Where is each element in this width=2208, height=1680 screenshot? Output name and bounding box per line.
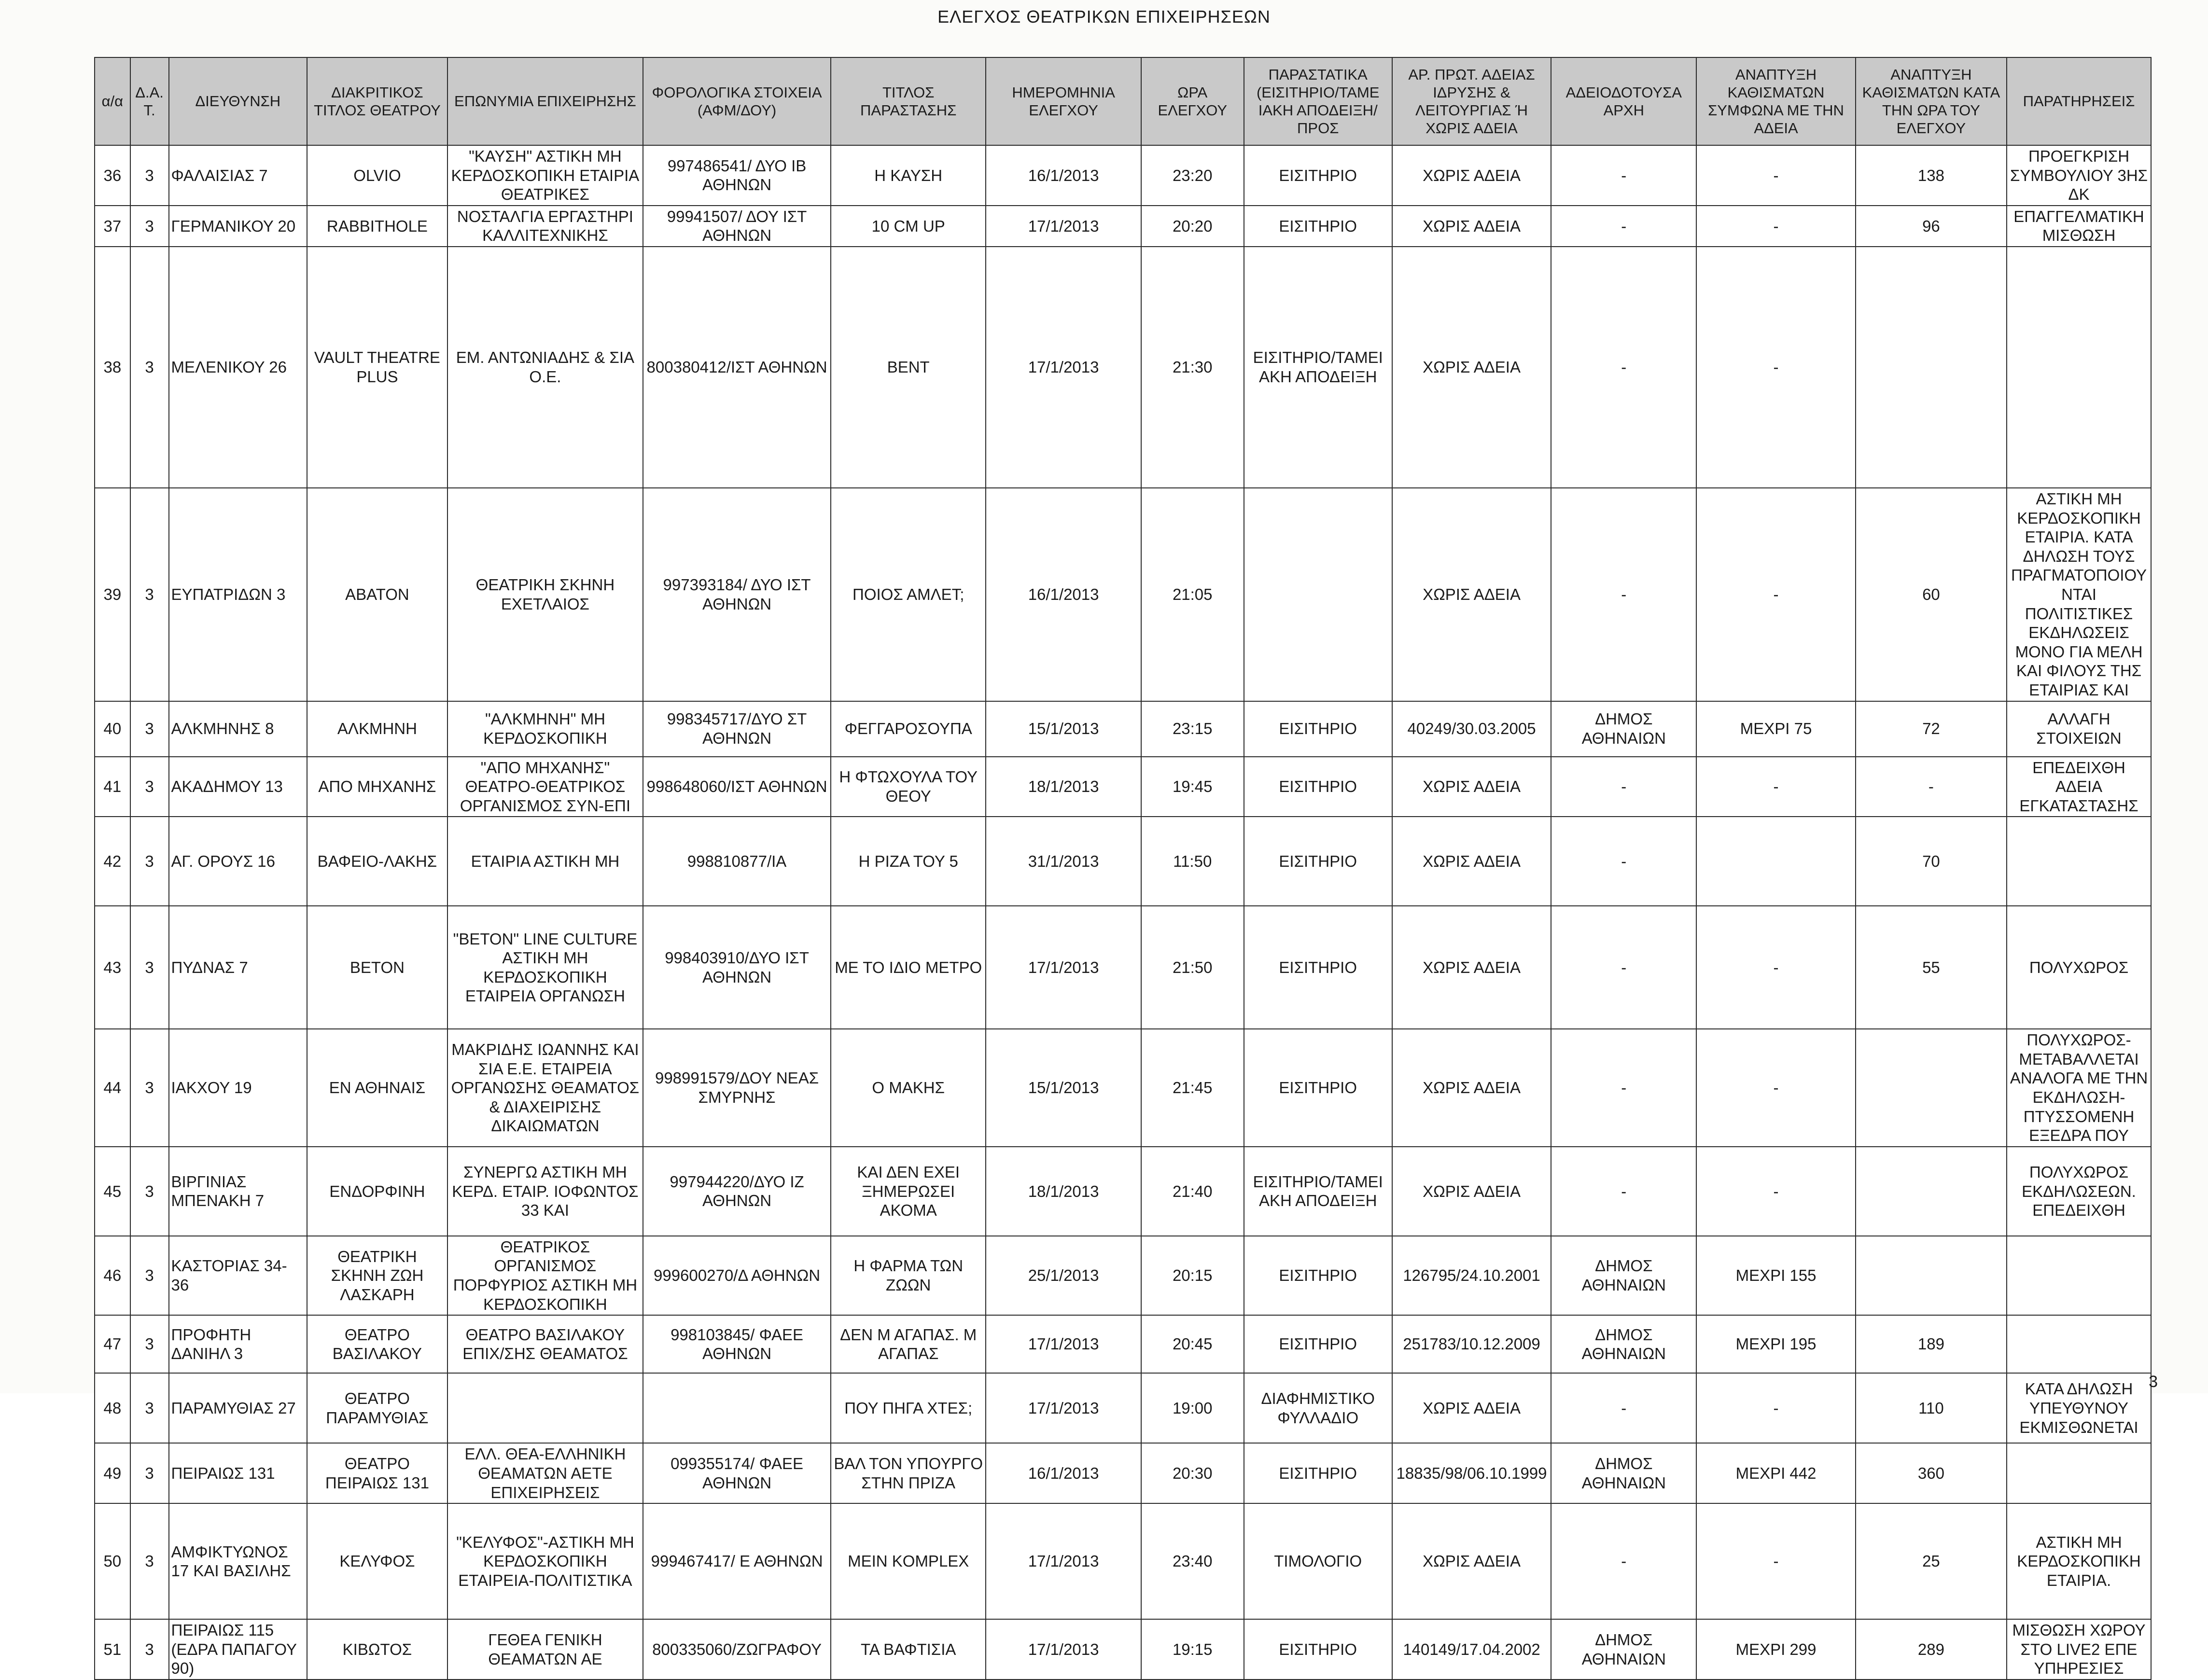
table-cell: 3 <box>130 701 169 757</box>
table-cell <box>2007 1443 2151 1503</box>
table-cell: 997944220/ΔΥΟ ΙΖ ΑΘΗΝΩΝ <box>643 1147 831 1236</box>
table-cell: 23:15 <box>1141 701 1244 757</box>
table-cell: 998991579/ΔΟΥ ΝΕΑΣ ΣΜΥΡΝΗΣ <box>643 1029 831 1147</box>
table-cell: ΓΕΘΕΑ ΓΕΝΙΚΗ ΘΕΑΜΑΤΩΝ ΑΕ <box>447 1619 643 1680</box>
table-cell <box>2007 1236 2151 1315</box>
table-cell: ΑΣΤΙΚΗ ΜΗ ΚΕΡΔΟΣΚΟΠΙΚΗ ΕΤΑΙΡΙΑ. ΚΑΤΑ ΔΗΛΩΣΗ ΤΟΥΣ ΠΡΑΓΜΑΤΟΠΟΙΟΥΝΤΑΙ ΠΟΛΙΤΙΣΤΙΚΕΣ ΕΚΔΗΛΩΣΕΙΣ ΜΟΝΟ ΓΙΑ ΜΕΛΗ ΚΑΙ ΦΙΛΟΥΣ ΤΗΣ ΕΤΑΙΡΙΑΣ ΚΑΙ <box>2007 488 2151 701</box>
table-cell: ΑΓ. ΟΡΟΥΣ 16 <box>169 817 307 906</box>
table-cell: ΧΩΡΙΣ ΑΔΕΙΑ <box>1392 1503 1551 1619</box>
table-cell: ΕΙΣΙΤΗΡΙΟ <box>1244 1029 1392 1147</box>
table-cell: 17/1/2013 <box>986 1373 1141 1443</box>
table-cell: - <box>1551 906 1696 1029</box>
table-cell: ΠΟΥ ΠΗΓΑ ΧΤΕΣ; <box>831 1373 986 1443</box>
table-cell: 55 <box>1856 906 2007 1029</box>
table-row <box>95 1619 2151 1680</box>
table-cell: 140149/17.04.2002 <box>1392 1619 1551 1680</box>
table-cell: 37 <box>95 206 130 247</box>
table-cell <box>1696 817 1856 906</box>
table-cell: 39 <box>95 488 130 701</box>
table-cell: 10 CM UP <box>831 206 986 247</box>
table-cell: "ΚΕΛΥΦΟΣ"-ΑΣΤΙΚΗ ΜΗ ΚΕΡΔΟΣΚΟΠΙΚΗ ΕΤΑΙΡΕΙΑ-ΠΟΛΙΤΙΣΤΙΚΑ <box>447 1503 643 1619</box>
table-cell <box>447 1373 643 1443</box>
column-header: Δ.Α.Τ. <box>130 57 169 145</box>
table-cell: ΠΡΟΦΗΤΗ ΔΑΝΙΗΛ 3 <box>169 1315 307 1373</box>
table-cell: 42 <box>95 817 130 906</box>
table-row <box>95 1029 2151 1147</box>
table-cell: 099355174/ ΦΑΕΕ ΑΘΗΝΩΝ <box>643 1443 831 1503</box>
table-cell: - <box>1551 488 1696 701</box>
table-cell: 51 <box>95 1619 130 1680</box>
table-cell: 48 <box>95 1373 130 1443</box>
table-cell: ΧΩΡΙΣ ΑΔΕΙΑ <box>1392 247 1551 488</box>
table-cell: ΑΠΟ ΜΗΧΑΝΗΣ <box>307 757 447 817</box>
table-row <box>95 145 2151 206</box>
table-cell: 38 <box>95 247 130 488</box>
table-cell: ΜΙΣΘΩΣΗ ΧΩΡΟΥ ΣΤΟ LIVE2 ΕΠΕ ΥΠΗΡΕΣΙΕΣ <box>2007 1619 2151 1680</box>
table-cell: 50 <box>95 1503 130 1619</box>
table-cell: 17/1/2013 <box>986 247 1141 488</box>
table-cell: ΕΙΣΙΤΗΡΙΟ <box>1244 906 1392 1029</box>
table-cell: 800335060/ΖΩΓΡΑΦΟΥ <box>643 1619 831 1680</box>
table-cell: - <box>1696 757 1856 817</box>
table-cell: 110 <box>1856 1373 2007 1443</box>
table-cell: ΜΕΛΕΝΙΚΟΥ 26 <box>169 247 307 488</box>
table-cell: ΑΒΑΤΟΝ <box>307 488 447 701</box>
table-cell: ΚΙΒΩΤΟΣ <box>307 1619 447 1680</box>
table-cell: 138 <box>1856 145 2007 206</box>
table-cell: - <box>1696 906 1856 1029</box>
table-cell: 19:15 <box>1141 1619 1244 1680</box>
table-cell: 3 <box>130 1443 169 1503</box>
table-cell: RABBITHOLE <box>307 206 447 247</box>
table-cell: Η ΚΑΥΣΗ <box>831 145 986 206</box>
table-cell: ΔΗΜΟΣ ΑΘΗΝΑΙΩΝ <box>1551 701 1696 757</box>
table-cell: ΑΣΤΙΚΗ ΜΗ ΚΕΡΔΟΣΚΟΠΙΚΗ ΕΤΑΙΡΙΑ. <box>2007 1503 2151 1619</box>
table-cell: 19:00 <box>1141 1373 1244 1443</box>
table-cell: 997393184/ ΔΥΟ ΙΣΤ ΑΘΗΝΩΝ <box>643 488 831 701</box>
table-cell: Η ΦΑΡΜΑ ΤΩΝ ΖΩΩΝ <box>831 1236 986 1315</box>
table-cell: 21:40 <box>1141 1147 1244 1236</box>
table-row <box>95 247 2151 488</box>
table-cell: 44 <box>95 1029 130 1147</box>
table-cell: ΠΟΙΟΣ ΑΜΛΕΤ; <box>831 488 986 701</box>
table-cell: 998810877/ΙΑ <box>643 817 831 906</box>
table-cell: - <box>1696 1373 1856 1443</box>
table-cell: 21:45 <box>1141 1029 1244 1147</box>
table-cell: 19:45 <box>1141 757 1244 817</box>
table-cell: ΧΩΡΙΣ ΑΔΕΙΑ <box>1392 757 1551 817</box>
table-cell: ΜΕΧΡΙ 299 <box>1696 1619 1856 1680</box>
table-cell: ΔΗΜΟΣ ΑΘΗΝΑΙΩΝ <box>1551 1315 1696 1373</box>
table-cell <box>1244 488 1392 701</box>
table-cell: ΚΕΛΥΦΟΣ <box>307 1503 447 1619</box>
table-cell: 999600270/Δ ΑΘΗΝΩΝ <box>643 1236 831 1315</box>
table-row <box>95 1147 2151 1236</box>
table-cell: ΜΕΧΡΙ 75 <box>1696 701 1856 757</box>
table-row <box>95 757 2151 817</box>
table-cell: ΚΑΣΤΟΡΙΑΣ 34-36 <box>169 1236 307 1315</box>
table-row <box>95 1373 2151 1443</box>
table-cell: ΔΙΑΦΗΜΙΣΤΙΚΟ ΦΥΛΛΑΔΙΟ <box>1244 1373 1392 1443</box>
table-cell: 99941507/ ΔΟΥ ΙΣΤ ΑΘΗΝΩΝ <box>643 206 831 247</box>
table-row <box>95 817 2151 906</box>
table-cell: 16/1/2013 <box>986 488 1141 701</box>
table-cell: - <box>1696 206 1856 247</box>
table-cell: ΜΕ ΤΟ ΙΔΙΟ ΜΕΤΡΟ <box>831 906 986 1029</box>
table-cell: 20:30 <box>1141 1443 1244 1503</box>
table-cell: 998403910/ΔΥΟ ΙΣΤ ΑΘΗΝΩΝ <box>643 906 831 1029</box>
table-cell: 25/1/2013 <box>986 1236 1141 1315</box>
table-cell: ΒΕΝΤ <box>831 247 986 488</box>
table-cell: ΧΩΡΙΣ ΑΔΕΙΑ <box>1392 1029 1551 1147</box>
table-cell: ΔΗΜΟΣ ΑΘΗΝΑΙΩΝ <box>1551 1619 1696 1680</box>
table-cell: 23:20 <box>1141 145 1244 206</box>
table-cell: ΜΕΧΡΙ 155 <box>1696 1236 1856 1315</box>
table-cell: ΘΕΑΤΡΟ ΒΑΣΙΛΑΚΟΥ <box>307 1315 447 1373</box>
table-cell <box>1856 1029 2007 1147</box>
table-cell: ΕΙΣΙΤΗΡΙΟ <box>1244 1443 1392 1503</box>
table-cell: 17/1/2013 <box>986 206 1141 247</box>
table-cell: ΒΑΛ ΤΟΝ ΥΠΟΥΡΓΟ ΣΤΗΝ ΠΡΙΖΑ <box>831 1443 986 1503</box>
table-header-row <box>95 57 2151 145</box>
table-cell: 3 <box>130 247 169 488</box>
table-cell <box>643 1373 831 1443</box>
table-cell: Η ΦΤΩΧΟΥΛΑ ΤΟΥ ΘΕΟΥ <box>831 757 986 817</box>
table-cell: ΔΗΜΟΣ ΑΘΗΝΑΙΩΝ <box>1551 1236 1696 1315</box>
table-cell: - <box>1696 1147 1856 1236</box>
table-cell <box>1856 1147 2007 1236</box>
table-cell: ΠΟΛΥΧΩΡΟΣ <box>2007 906 2151 1029</box>
table-cell: 31/1/2013 <box>986 817 1141 906</box>
table-cell: ΒΑΦΕΙΟ-ΛΑΚΗΣ <box>307 817 447 906</box>
table-cell: ΤΑ ΒΑΦΤΙΣΙΑ <box>831 1619 986 1680</box>
table-cell: ΠΕΙΡΑΙΩΣ 115 (ΕΔΡΑ ΠΑΠΑΓΟΥ 90) <box>169 1619 307 1680</box>
table-cell: - <box>1551 1373 1696 1443</box>
table-cell: ΚΑΙ ΔΕΝ ΕΧΕΙ ΞΗΜΕΡΩΣΕΙ ΑΚΟΜΑ <box>831 1147 986 1236</box>
table-cell: ΘΕΑΤΡΙΚΗ ΣΚΗΝΗ ΕΧΕΤΛΑΙΟΣ <box>447 488 643 701</box>
table-cell: - <box>1696 1029 1856 1147</box>
table-cell: 18835/98/06.10.1999 <box>1392 1443 1551 1503</box>
column-header: ΗΜΕΡΟΜΗΝΙΑ ΕΛΕΓΧΟΥ <box>986 57 1141 145</box>
table-cell: - <box>1551 247 1696 488</box>
table-cell: - <box>1696 247 1856 488</box>
table-cell: ΦΕΓΓΑΡΟΣΟΥΠΑ <box>831 701 986 757</box>
table-cell: ΑΛΛΑΓΗ ΣΤΟΙΧΕΙΩΝ <box>2007 701 2151 757</box>
table-cell: 3 <box>130 1147 169 1236</box>
table-cell: - <box>1551 206 1696 247</box>
table-cell: 20:15 <box>1141 1236 1244 1315</box>
table-row <box>95 701 2151 757</box>
table-cell: - <box>1551 145 1696 206</box>
page-number: 3 <box>2149 1373 2158 1391</box>
table-cell: 45 <box>95 1147 130 1236</box>
table-cell: ΕΙΣΙΤΗΡΙΟ <box>1244 1315 1392 1373</box>
table-cell: 17/1/2013 <box>986 1503 1141 1619</box>
table-cell: ΧΩΡΙΣ ΑΔΕΙΑ <box>1392 488 1551 701</box>
column-header: ΩΡΑ ΕΛΕΓΧΟΥ <box>1141 57 1244 145</box>
table-cell: 18/1/2013 <box>986 1147 1141 1236</box>
table-cell: ΧΩΡΙΣ ΑΔΕΙΑ <box>1392 817 1551 906</box>
table-cell: ΘΕΑΤΡΟ ΒΑΣΙΛΑΚΟΥ ΕΠΙΧ/ΣΗΣ ΘΕΑΜΑΤΟΣ <box>447 1315 643 1373</box>
table-cell: ΔΗΜΟΣ ΑΘΗΝΑΙΩΝ <box>1551 1443 1696 1503</box>
table-cell: ΕΙΣΙΤΗΡΙΟ <box>1244 1619 1392 1680</box>
table-cell: 60 <box>1856 488 2007 701</box>
table-cell: ΦΑΛΑΙΣΙΑΣ 7 <box>169 145 307 206</box>
table-row <box>95 1315 2151 1373</box>
table-cell: 21:30 <box>1141 247 1244 488</box>
table-cell: ΣΥΝΕΡΓΩ ΑΣΤΙΚΗ ΜΗ ΚΕΡΔ. ΕΤΑΙΡ. ΙΟΦΩΝΤΟΣ 33 ΚΑΙ <box>447 1147 643 1236</box>
table-body <box>95 145 2151 1680</box>
table-cell: ΧΩΡΙΣ ΑΔΕΙΑ <box>1392 1147 1551 1236</box>
table-cell: - <box>1696 488 1856 701</box>
table-cell: ΧΩΡΙΣ ΑΔΕΙΑ <box>1392 906 1551 1029</box>
table-cell: "ΑΛΚΜΗΝΗ" ΜΗ ΚΕΡΔΟΣΚΟΠΙΚΗ <box>447 701 643 757</box>
column-header: ΑΝΑΠΤΥΞΗ ΚΑΘΙΣΜΑΤΩΝ ΚΑΤΑ ΤΗΝ ΩΡΑ ΤΟΥ ΕΛΕΓΧΟΥ <box>1856 57 2007 145</box>
table-cell: ΕΙΣΙΤΗΡΙΟ <box>1244 701 1392 757</box>
table-cell: ΧΩΡΙΣ ΑΔΕΙΑ <box>1392 145 1551 206</box>
table-cell: 997486541/ ΔΥΟ ΙΒ ΑΘΗΝΩΝ <box>643 145 831 206</box>
table-cell: - <box>1696 145 1856 206</box>
table-cell: Η ΡΙΖΑ ΤΟΥ 5 <box>831 817 986 906</box>
table-cell: ΕΤΑΙΡΙΑ ΑΣΤΙΚΗ ΜΗ <box>447 817 643 906</box>
table-cell: - <box>1551 1029 1696 1147</box>
table-cell: 16/1/2013 <box>986 1443 1141 1503</box>
table-cell: 72 <box>1856 701 2007 757</box>
document-title: ΕΛΕΓΧΟΣ ΘΕΑΤΡΙΚΩΝ ΕΠΙΧΕΙΡΗΣΕΩΝ <box>937 7 1271 27</box>
column-header: ΦΟΡΟΛΟΓΙΚΑ ΣΤΟΙΧΕΙΑ (ΑΦΜ/ΔΟΥ) <box>643 57 831 145</box>
table-cell: 20:45 <box>1141 1315 1244 1373</box>
table-cell: 3 <box>130 1315 169 1373</box>
table-cell: 3 <box>130 1029 169 1147</box>
column-header: ΤΙΤΛΟΣ ΠΑΡΑΣΤΑΣΗΣ <box>831 57 986 145</box>
table-cell: 43 <box>95 906 130 1029</box>
table-cell: ΑΜΦΙΚΤΥΩΝΟΣ 17 ΚΑΙ ΒΑΣΙΛΗΣ <box>169 1503 307 1619</box>
table-cell: ΤΙΜΟΛΟΓΙΟ <box>1244 1503 1392 1619</box>
table-cell: MEIN KOMPLEX <box>831 1503 986 1619</box>
table-cell: ΕΛΛ. ΘΕΑ-ΕΛΛΗΝΙΚΗ ΘΕΑΜΑΤΩΝ ΑΕΤΕ ΕΠΙΧΕΙΡΗΣΕΙΣ <box>447 1443 643 1503</box>
table-cell: ΘΕΑΤΡΟ ΠΕΙΡΑΙΩΣ 131 <box>307 1443 447 1503</box>
table-cell: 3 <box>130 206 169 247</box>
table-cell: ΜΕΧΡΙ 442 <box>1696 1443 1856 1503</box>
table-cell: 16/1/2013 <box>986 145 1141 206</box>
table-cell <box>2007 817 2151 906</box>
table-cell: ΕΙΣΙΤΗΡΙΟ/ΤΑΜΕΙ ΑΚΗ ΑΠΟΔΕΙΞΗ <box>1244 1147 1392 1236</box>
column-header: ΑΡ. ΠΡΩΤ. ΑΔΕΙΑΣ ΙΔΡΥΣΗΣ & ΛΕΙΤΟΥΡΓΙΑΣ Ή ΧΩΡΙΣ ΑΔΕΙΑ <box>1392 57 1551 145</box>
table-cell: ΠΑΡΑΜΥΘΙΑΣ 27 <box>169 1373 307 1443</box>
table-cell: 41 <box>95 757 130 817</box>
table-cell: ΠΥΔΝΑΣ 7 <box>169 906 307 1029</box>
table-cell: - <box>1551 1503 1696 1619</box>
table-row <box>95 488 2151 701</box>
column-header: ΑΝΑΠΤΥΞΗ ΚΑΘΙΣΜΑΤΩΝ ΣΥΜΦΩΝΑ ΜΕ ΤΗΝ ΑΔΕΙΑ <box>1696 57 1856 145</box>
table-cell: 3 <box>130 145 169 206</box>
table-cell: ΕΜ. ΑΝΤΩΝΙΑΔΗΣ & ΣΙΑ Ο.Ε. <box>447 247 643 488</box>
table-cell: ΕΙΣΙΤΗΡΙΟ <box>1244 817 1392 906</box>
table-cell: ΠΟΛΥΧΩΡΟΣ ΕΚΔΗΛΩΣΕΩΝ. ΕΠΕΔΕΙΧΘΗ <box>2007 1147 2151 1236</box>
table-cell: 46 <box>95 1236 130 1315</box>
table-cell: ΜΑΚΡΙΔΗΣ ΙΩΑΝΝΗΣ ΚΑΙ ΣΙΑ Ε.Ε. ΕΤΑΙΡΕΙΑ ΟΡΓΑΝΩΣΗΣ ΘΕΑΜΑΤΟΣ & ΔΙΑΧΕΙΡΙΣΗΣ ΔΙΚΑΙΩΜΑΤΩΝ <box>447 1029 643 1147</box>
column-header: ΠΑΡΑΤΗΡΗΣΕΙΣ <box>2007 57 2151 145</box>
table-cell: 36 <box>95 145 130 206</box>
table-cell: 3 <box>130 906 169 1029</box>
inspections-table <box>94 57 2152 1680</box>
table-cell: ΕΥΠΑΤΡΙΔΩΝ 3 <box>169 488 307 701</box>
table-container <box>94 57 2152 1680</box>
table-cell: 360 <box>1856 1443 2007 1503</box>
table-cell: 96 <box>1856 206 2007 247</box>
table-cell: 23:40 <box>1141 1503 1244 1619</box>
table-cell: 47 <box>95 1315 130 1373</box>
table-cell: 25 <box>1856 1503 2007 1619</box>
table-cell: VAULT THEATRE PLUS <box>307 247 447 488</box>
table-cell: - <box>1551 757 1696 817</box>
table-cell: Ο ΜΑΚΗΣ <box>831 1029 986 1147</box>
table-cell: 998648060/ΙΣΤ ΑΘΗΝΩΝ <box>643 757 831 817</box>
table-cell: ΕΝΔΟΡΦΙΝΗ <box>307 1147 447 1236</box>
table-cell: "BETON" LINE CULTURE ΑΣΤΙΚΗ ΜΗ ΚΕΡΔΟΣΚΟΠΙΚΗ ΕΤΑΙΡΕΙΑ ΟΡΓΑΝΩΣΗ <box>447 906 643 1029</box>
column-header: ΕΠΩΝΥΜΙΑ ΕΠΙΧΕΙΡΗΣΗΣ <box>447 57 643 145</box>
table-cell: 49 <box>95 1443 130 1503</box>
table-cell: 289 <box>1856 1619 2007 1680</box>
table-cell: 998103845/ ΦΑΕΕ ΑΘΗΝΩΝ <box>643 1315 831 1373</box>
table-cell: 251783/10.12.2009 <box>1392 1315 1551 1373</box>
column-header: ΠΑΡΑΣΤΑΤΙΚΑ (ΕΙΣΙΤΗΡΙΟ/ΤΑΜΕ ΙΑΚΗ ΑΠΟΔΕΙΞΗ/ΠΡΟΣ <box>1244 57 1392 145</box>
table-cell: 15/1/2013 <box>986 701 1141 757</box>
table-cell: ΒΙΡΓΙΝΙΑΣ ΜΠΕΝΑΚΗ 7 <box>169 1147 307 1236</box>
table-cell: 3 <box>130 1373 169 1443</box>
table-cell: - <box>1856 757 2007 817</box>
table-cell: ΜΕΧΡΙ 195 <box>1696 1315 1856 1373</box>
table-cell: 21:05 <box>1141 488 1244 701</box>
table-cell: 3 <box>130 817 169 906</box>
table-cell: ΕΙΣΙΤΗΡΙΟ <box>1244 1236 1392 1315</box>
column-header: ΔΙΕΥΘΥΝΣΗ <box>169 57 307 145</box>
table-cell: ΠΡΟΕΓΚΡΙΣΗ ΣΥΜΒΟΥΛΙΟΥ 3ΗΣ ΔΚ <box>2007 145 2151 206</box>
table-cell: ΘΕΑΤΡΙΚΟΣ ΟΡΓΑΝΙΣΜΟΣ ΠΟΡΦΥΡΙΟΣ ΑΣΤΙΚΗ ΜΗ ΚΕΡΔΟΣΚΟΠΙΚΗ <box>447 1236 643 1315</box>
table-cell: ΕΙΣΙΤΗΡΙΟ <box>1244 145 1392 206</box>
table-cell: 189 <box>1856 1315 2007 1373</box>
table-cell: 17/1/2013 <box>986 906 1141 1029</box>
table-cell: ΕΝ ΑΘΗΝΑΙΣ <box>307 1029 447 1147</box>
table-cell: ΠΟΛΥΧΩΡΟΣ-ΜΕΤΑΒΑΛΛΕΤΑΙ ΑΝΑΛΟΓΑ ΜΕ ΤΗΝ ΕΚΔΗΛΩΣΗ-ΠΤΥΣΣΟΜΕΝΗ ΕΞΕΔΡΑ ΠΟΥ <box>2007 1029 2151 1147</box>
table-cell: 800380412/ΙΣΤ ΑΘΗΝΩΝ <box>643 247 831 488</box>
table-cell: ΕΙΣΙΤΗΡΙΟ <box>1244 757 1392 817</box>
table-cell: ΘΕΑΤΡΟ ΠΑΡΑΜΥΘΙΑΣ <box>307 1373 447 1443</box>
table-cell: ΕΙΣΙΤΗΡΙΟ/ΤΑΜΕΙ ΑΚΗ ΑΠΟΔΕΙΞΗ <box>1244 247 1392 488</box>
table-cell: 40 <box>95 701 130 757</box>
table-cell: 21:50 <box>1141 906 1244 1029</box>
table-cell <box>2007 247 2151 488</box>
table-cell: ΓΕΡΜΑΝΙΚΟΥ 20 <box>169 206 307 247</box>
table-cell: 3 <box>130 1619 169 1680</box>
table-cell: ΧΩΡΙΣ ΑΔΕΙΑ <box>1392 1373 1551 1443</box>
table-cell: 17/1/2013 <box>986 1619 1141 1680</box>
table-cell: OLVIO <box>307 145 447 206</box>
table-cell: 3 <box>130 1503 169 1619</box>
table-cell: ΝΟΣΤΑΛΓΙΑ ΕΡΓΑΣΤΗΡΙ ΚΑΛΛΙΤΕΧΝΙΚΗΣ <box>447 206 643 247</box>
column-header: α/α <box>95 57 130 145</box>
table-cell: 3 <box>130 1236 169 1315</box>
table-row <box>95 1503 2151 1619</box>
table-cell: ΘΕΑΤΡΙΚΗ ΣΚΗΝΗ ΖΩΗ ΛΑΣΚΑΡΗ <box>307 1236 447 1315</box>
table-cell: ΑΚΑΔΗΜΟΥ 13 <box>169 757 307 817</box>
table-cell: ΧΩΡΙΣ ΑΔΕΙΑ <box>1392 206 1551 247</box>
table-cell: - <box>1551 1147 1696 1236</box>
table-cell: 11:50 <box>1141 817 1244 906</box>
table-cell: ΕΙΣΙΤΗΡΙΟ <box>1244 206 1392 247</box>
table-cell: "ΚΑΥΣΗ" ΑΣΤΙΚΗ ΜΗ ΚΕΡΔΟΣΚΟΠΙΚΗ ΕΤΑΙΡΙΑ ΘΕΑΤΡΙΚΕΣ <box>447 145 643 206</box>
table-cell: ΕΠΑΓΓΕΛΜΑΤΙΚΗ ΜΙΣΘΩΣΗ <box>2007 206 2151 247</box>
table-cell: ΚΑΤΑ ΔΗΛΩΣΗ ΥΠΕΥΘΥΝΟΥ ΕΚΜΙΣΘΩΝΕΤΑΙ <box>2007 1373 2151 1443</box>
table-cell: 18/1/2013 <box>986 757 1141 817</box>
table-cell: ΒΕΤΟΝ <box>307 906 447 1029</box>
table-cell: 20:20 <box>1141 206 1244 247</box>
table-cell: 998345717/ΔΥΟ ΣΤ ΑΘΗΝΩΝ <box>643 701 831 757</box>
table-cell: 999467417/ Ε ΑΘΗΝΩΝ <box>643 1503 831 1619</box>
table-cell: ΙΑΚΧΟΥ 19 <box>169 1029 307 1147</box>
column-header: ΑΔΕΙΟΔΟΤΟΥΣΑ ΑΡΧΗ <box>1551 57 1696 145</box>
table-cell: 3 <box>130 488 169 701</box>
table-row <box>95 206 2151 247</box>
table-cell <box>2007 1315 2151 1373</box>
table-row <box>95 1236 2151 1315</box>
table-cell: 40249/30.03.2005 <box>1392 701 1551 757</box>
table-cell: 70 <box>1856 817 2007 906</box>
table-cell: - <box>1551 817 1696 906</box>
table-cell: 3 <box>130 757 169 817</box>
table-cell: 126795/24.10.2001 <box>1392 1236 1551 1315</box>
table-cell: "ΑΠΟ ΜΗΧΑΝΗΣ" ΘΕΑΤΡΟ-ΘΕΑΤΡΙΚΟΣ ΟΡΓΑΝΙΣΜΟΣ ΣΥΝ-ΕΠΙ <box>447 757 643 817</box>
table-cell: ΠΕΙΡΑΙΩΣ 131 <box>169 1443 307 1503</box>
table-cell: ΑΛΚΜΗΝΗ <box>307 701 447 757</box>
column-header: ΔΙΑΚΡΙΤΙΚΟΣ ΤΙΤΛΟΣ ΘΕΑΤΡΟΥ <box>307 57 447 145</box>
table-cell: ΕΠΕΔΕΙΧΘΗ ΑΔΕΙΑ ΕΓΚΑΤΑΣΤΑΣΗΣ <box>2007 757 2151 817</box>
table-cell: - <box>1696 1503 1856 1619</box>
table-cell: 17/1/2013 <box>986 1315 1141 1373</box>
table-cell <box>1856 1236 2007 1315</box>
table-cell <box>1856 247 2007 488</box>
table-cell: ΑΛΚΜΗΝΗΣ 8 <box>169 701 307 757</box>
table-cell: ΔΕΝ Μ ΑΓΑΠΑΣ. Μ ΑΓΑΠΑΣ <box>831 1315 986 1373</box>
table-row <box>95 1443 2151 1503</box>
table-cell: 15/1/2013 <box>986 1029 1141 1147</box>
table-row <box>95 906 2151 1029</box>
